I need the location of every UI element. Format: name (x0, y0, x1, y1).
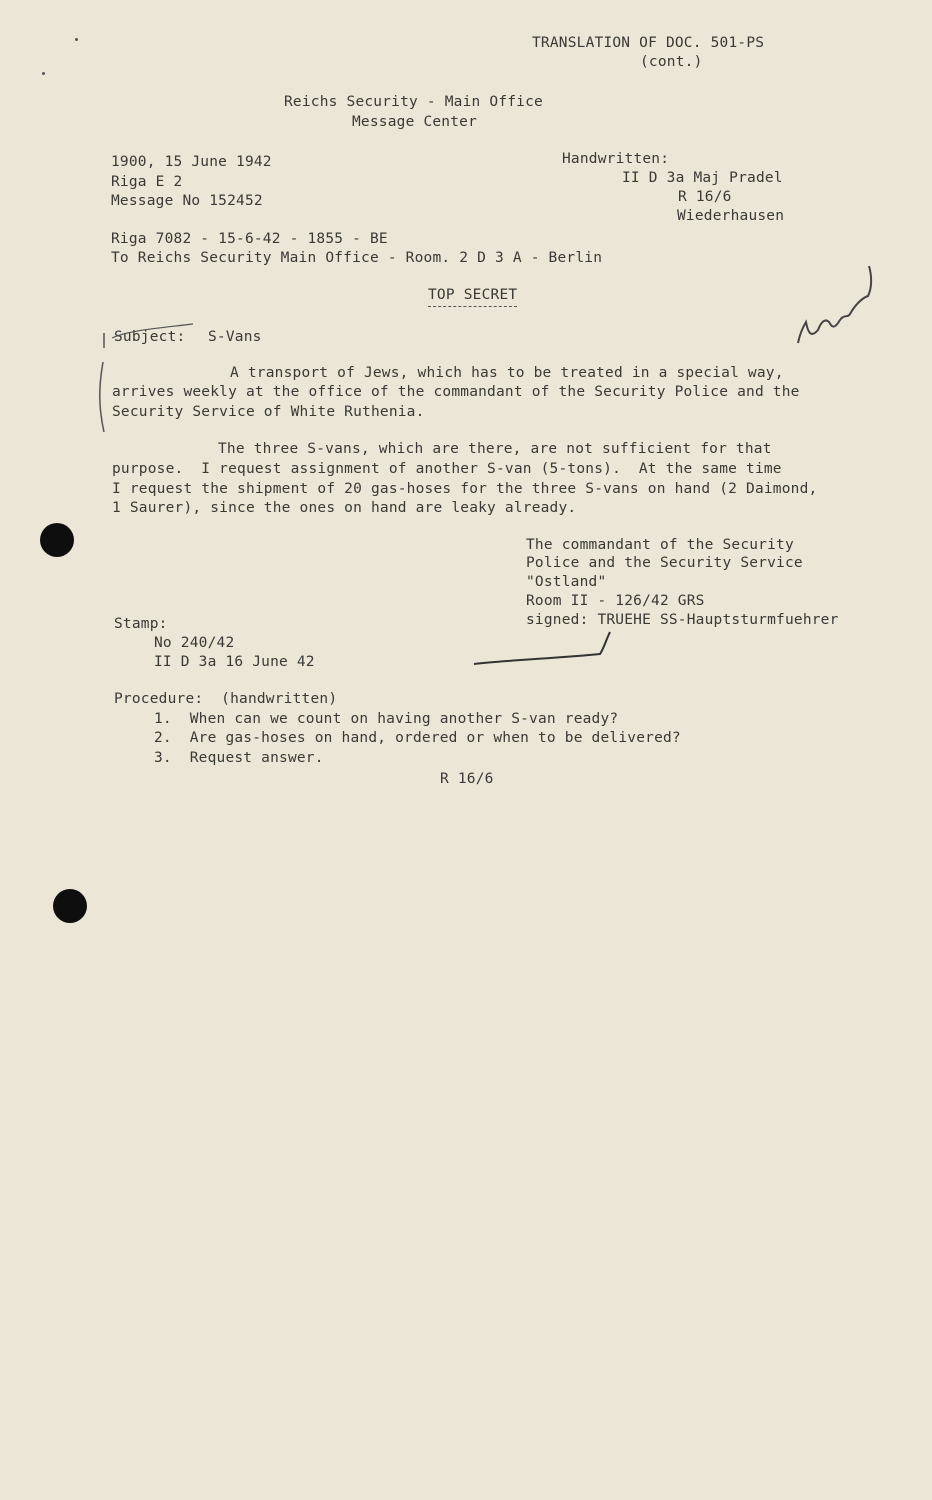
handwritten-line-2: R 16/6 (678, 189, 732, 205)
routing-line-1: Riga 7082 - 15-6-42 - 1855 - BE (111, 231, 388, 247)
body-paragraph-2-line-2: purpose. I request assignment of another S-van (5-tons). At the same time (112, 461, 782, 477)
document-continued: (cont.) (640, 54, 703, 70)
body-paragraph-2-line-4: 1 Saurer), since the ones on hand are leaky already. (112, 500, 577, 516)
margin-bracket-mark (100, 333, 104, 432)
procedure-item-1: 1. When can we count on having another S-van ready? (154, 711, 619, 727)
message-time-date: 1900, 15 June 1942 (111, 154, 272, 170)
procedure-reference: R 16/6 (440, 771, 494, 787)
body-paragraph-2-line-3: I request the shipment of 20 gas-hoses for the three S-vans on hand (2 Daimond, (112, 481, 818, 497)
organization-line-2: Message Center (352, 114, 478, 130)
classification-heading: TOP SECRET (428, 286, 517, 307)
document-reference: TRANSLATION OF DOC. 501-PS (532, 35, 765, 51)
stamp-line-2: II D 3a 16 June 42 (154, 654, 315, 670)
stamp-line-1: No 240/42 (154, 635, 235, 651)
message-number: Message No 152452 (111, 193, 263, 209)
procedure-item-3: 3. Request answer. (154, 750, 324, 766)
signature-line-2: Police and the Security Service (526, 555, 803, 571)
message-origin: Riga E 2 (111, 174, 183, 190)
routing-line-2: To Reichs Security Main Office - Room. 2 D 3 A - Berlin (111, 250, 603, 266)
stamp-label: Stamp: (114, 616, 168, 632)
organization-line-1: Reichs Security - Main Office (284, 94, 543, 110)
body-paragraph-1-line-1: A transport of Jews, which has to be treated in a special way, (230, 365, 784, 381)
subject-scribble-mark (112, 324, 193, 338)
body-paragraph-1-line-3: Security Service of White Ruthenia. (112, 404, 425, 420)
signature-stroke-mark (474, 632, 610, 664)
subject-label: Subject: (114, 329, 186, 345)
signature-line-1: The commandant of the Security (526, 537, 794, 553)
handwritten-line-3: Wiederhausen (677, 208, 785, 224)
signature-line-5: signed: TRUEHE SS-Hauptsturmfuehrer (526, 612, 839, 628)
procedure-item-2: 2. Are gas-hoses on hand, ordered or when to be delivered? (154, 730, 681, 746)
handwritten-initials-mark (798, 266, 871, 343)
body-paragraph-2-line-1: The three S-vans, which are there, are not sufficient for that (218, 441, 772, 457)
signature-line-3: "Ostland" (526, 574, 607, 590)
body-paragraph-1-line-2: arrives weekly at the office of the commandant of the Security Police and the (112, 384, 800, 400)
procedure-label: Procedure: (handwritten) (114, 691, 338, 707)
handwritten-line-1: II D 3a Maj Pradel (622, 170, 783, 186)
handwritten-label: Handwritten: (562, 151, 670, 167)
signature-line-4: Room II - 126/42 GRS (526, 593, 705, 609)
subject-value: S-Vans (208, 329, 262, 345)
